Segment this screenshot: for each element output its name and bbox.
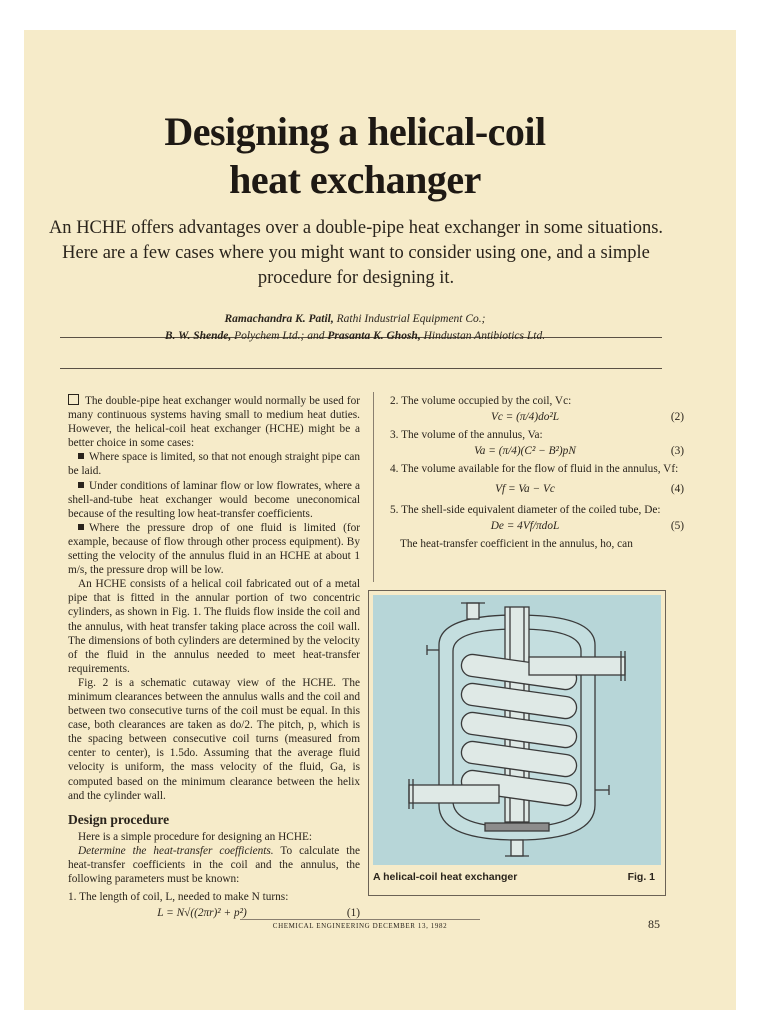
equation-2-number: (2) — [670, 411, 684, 424]
author-line — [60, 311, 650, 345]
equation-5-formula: De = 4Vf/πdoL — [490, 519, 560, 532]
equation-1-formula: L = N√((2πr)² + p²) — [157, 907, 247, 920]
figure-1 — [368, 590, 666, 896]
equation-5-number: (5) — [670, 519, 684, 532]
equation-2 — [390, 410, 684, 424]
article-title — [60, 108, 650, 204]
paragraph-coefficients: Determine the heat-transfer coefficients. To calculate the heat-transfer coefficients in the coil and the annulus, the following parameters must be known: — [68, 844, 360, 885]
footer-journal: CHEMICAL ENGINEERING DECEMBER 13, 1982 — [272, 922, 448, 930]
right-column — [390, 394, 684, 551]
equation-1-number: (1) — [346, 907, 360, 920]
bottom-nozzle — [511, 840, 523, 856]
author-3-name: Prasanta K. Ghosh, — [327, 330, 421, 342]
bullet-icon — [78, 524, 84, 530]
section-heading: Design procedure — [68, 811, 170, 827]
article-dek — [40, 216, 672, 291]
paragraph-construction: An HCHE consists of a helical coil fabricated out of a metal pipe that is fitted in the annular portion of two concentric cylinders, as shown in Fig. 1. The fluids flow inside the coil and the annulus, with heat transfer taking place across the coil wall. The dimensions of both cylinders are determined by the velocity of the fluid in the annulus needed to meet heat-transfer requirements. — [68, 578, 360, 675]
page-number: 85 — [648, 917, 660, 931]
equation-4-number: (4) — [670, 483, 684, 496]
equation-5 — [390, 519, 684, 533]
bullet-3: Where the pressure drop of one fluid is limited (for example, because of flow through other process equipment). By setting the velocity of the annulus fluid in an HCHE at about 1 m/s, the pressure drop will be low. — [68, 521, 360, 577]
equation-4 — [390, 482, 684, 496]
equation-3-formula: Va = (π/4)(C² − B²)pN — [474, 445, 576, 458]
author-1-org: Rathi Industrial Equipment Co.; — [333, 313, 486, 325]
dek-pre: An — [48, 218, 77, 238]
figure-1-illustration — [373, 595, 661, 865]
list-item-3: 3. The volume of the annulus, Va: — [390, 429, 543, 442]
title-line-1: Designing a helical-coil — [164, 109, 546, 154]
equation-3-number: (3) — [670, 445, 684, 458]
paragraph-schematic: Fig. 2 is a schematic cutaway view of the HCHE. The minimum clearances between the annulus walls and the coil and between two consecutive turns of the coil must be equal. In this case, both clearances are taken as do/2. The pitch, p, which is the spacing between consecutive coil turns (measured from center to center), is 1.5do. Assuming that the average fluid velocity is uniform, the mass velocity of the fluid, Ga, is computed based on the minimum clearance between the helix and the cylinder wall. — [68, 676, 360, 802]
left-column — [68, 394, 360, 924]
author-3-org: Hindustan Antibiotics Ltd. — [420, 330, 546, 342]
paragraph-procedure: Here is a simple procedure for designing an HCHE: — [78, 830, 313, 843]
figure-1-caption: A helical-coil heat exchanger — [373, 871, 518, 883]
list-item-2: 2. The volume occupied by the coil, Vc: — [390, 395, 572, 407]
footer-rule — [240, 919, 480, 920]
author-2-name: B. W. Shende, — [164, 330, 232, 342]
title-line-2: heat exchanger — [229, 157, 481, 202]
column-divider — [373, 392, 374, 582]
top-nozzle — [467, 603, 479, 619]
paragraph-annulus-coefficient: The heat-transfer coefficient in the annulus, ho, can — [400, 537, 633, 550]
bullet-1: Where space is limited, so that not enough straight pipe can be laid. — [68, 451, 360, 478]
equation-2-formula: Vc = (π/4)do²L — [490, 411, 560, 424]
author-line-1 — [60, 311, 650, 328]
list-item-4: 4. The volume available for the flow of fluid in the annulus, Vf: — [390, 463, 679, 476]
base-support — [485, 823, 549, 831]
list-item-5: 5. The shell-side equivalent diameter of the coiled tube, De: — [390, 503, 661, 516]
equation-4-formula: Vf = Va − Vc — [495, 483, 555, 496]
equation-3 — [390, 444, 684, 458]
coil-inlet-pipe — [409, 785, 499, 803]
paragraph-intro: The double-pipe heat exchanger would normally be used for many continuous systems having small to medium heat duties. However, the helical-coil heat exchanger (HCHE) might be a better choice in some cases: — [68, 395, 360, 450]
figure-1-label: Fig. 1 — [627, 871, 655, 883]
bullet-icon — [78, 482, 84, 488]
author-2-org: Polychem Ltd.; and — [231, 330, 328, 342]
bullet-2: Under conditions of laminar flow or low flowrates, where a shell-and-tube heat exchanger would become uneconomical because of the resulting low heat-transfer coefficients. — [68, 479, 360, 520]
dek-abbr: HCHE — [76, 218, 127, 238]
bottom-rule — [60, 368, 662, 369]
heat-exchanger-diagram — [373, 595, 661, 865]
bullet-icon — [78, 453, 84, 459]
helical-coil — [460, 653, 578, 807]
list-item-1: 1. The length of coil, L, needed to make N turns: — [68, 891, 289, 904]
author-line-2 — [60, 328, 650, 345]
author-1-name: Ramachandra K. Patil, — [224, 313, 334, 325]
start-box-icon — [68, 394, 79, 405]
dek-post: offers advantages over a double-pipe heat exchanger in some situations. Here are a few cases where you might want to consider using one, and a simple procedure for designing it. — [62, 218, 664, 288]
coil-outlet-pipe — [529, 657, 625, 675]
